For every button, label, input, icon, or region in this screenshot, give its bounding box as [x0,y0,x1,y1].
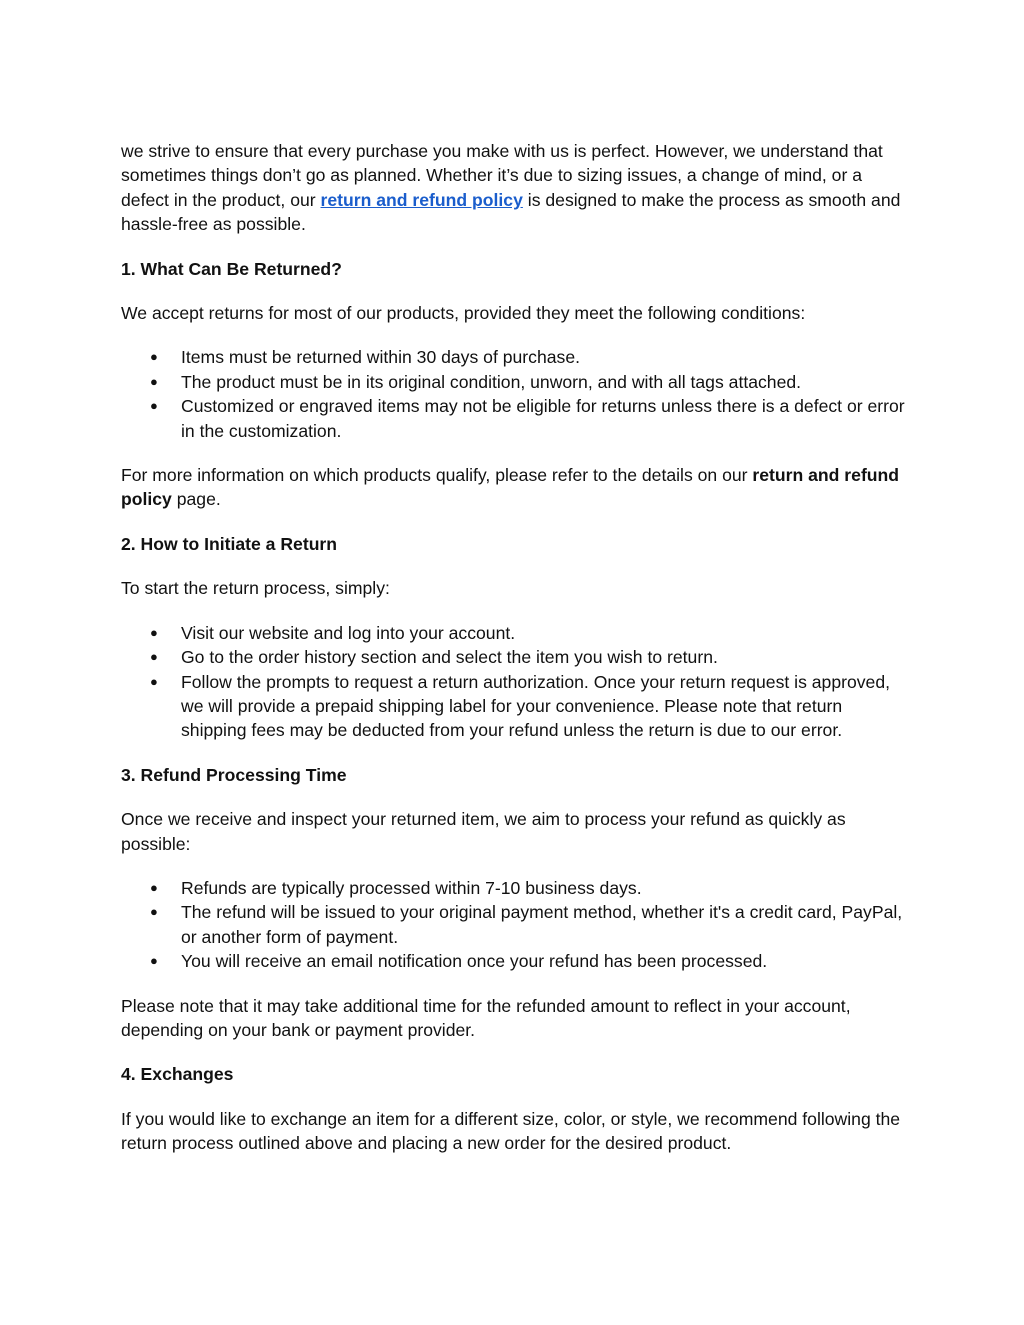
section-4-heading: 4. Exchanges [121,1064,234,1085]
list-item [121,900,906,949]
bullet-icon: ● [150,879,158,895]
section-1-outro-bold: return and refund policy [121,465,900,510]
list-item [121,345,906,369]
list-item [121,621,906,645]
section-1-heading: 1. What Can Be Returned? [121,258,342,279]
list-item-text: Visit our website and log into your account. [181,622,516,643]
section-3-lead: Once we receive and inspect your returned item, we aim to process your refund as quickly as possible: [121,809,846,854]
list-item [121,370,906,394]
section-2-heading: 2. How to Initiate a Return [121,533,338,554]
list-item-text: Follow the prompts to request a return authorization. Once your return request is approved, we will provide a prepaid shipping label for your convenience. Please note that return shipping fees may be deducted from your refund unless the return is due to our error. [181,671,891,741]
document-page [121,139,906,1176]
list-item [121,670,906,743]
intro-paragraph [121,139,906,237]
section-1-lead: We accept returns for most of our products, provided they meet the following conditions: [121,303,806,324]
bullet-icon: ● [150,624,158,640]
intro-text-after-link: is designed to make the process as smooth and hassle-free as possible. [121,189,901,235]
list-item-text: Customized or engraved items may not be eligible for returns unless there is a defect or error in the customization. [181,396,905,441]
list-item-text: Refunds are typically processed within 7-10 business days. [181,877,642,898]
section-3-outro: Please note that it may take additional time for the refunded amount to reflect in your account, depending on your bank or payment provider. [121,995,851,1040]
section-3-list [121,876,906,974]
bullet-icon: ● [150,953,158,969]
list-item-text: You will receive an email notification once your refund has been processed. [181,951,768,972]
section-2-lead: To start the return process, simply: [121,578,390,599]
bullet-icon: ● [150,904,158,920]
section-3-heading: 3. Refund Processing Time [121,764,347,785]
bullet-icon: ● [150,673,158,689]
bullet-icon: ● [150,349,158,365]
section-2-list [121,621,906,743]
list-item-text: The product must be in its original condition, unworn, and with all tags attached. [181,371,802,392]
section-1-outro-before: For more information on which products qualify, please refer to the details on our [121,465,753,486]
bullet-icon: ● [150,398,158,414]
section-1-outro [121,463,906,512]
list-item-text: The refund will be issued to your original payment method, whether it's a credit card, PayPal, or another form of payment. [181,902,903,947]
section-1-list [121,345,906,443]
intro-text-before-link: we strive to ensure that every purchase you make with us is perfect. However, we understand that sometimes things don’t go as planned. Whether it’s due to sizing issues, a change of mind, or a defect in the product, our [121,141,883,210]
list-item [121,876,906,900]
list-item [121,394,906,443]
list-item [121,949,906,973]
list-item [121,645,906,669]
section-1-outro-after: page. [171,489,221,510]
bullet-icon: ● [150,649,158,665]
list-item-text: Items must be returned within 30 days of purchase. [181,347,580,368]
return-refund-policy-link[interactable]: return and refund policy [320,189,523,210]
list-item-text: Go to the order history section and select the item you wish to return. [181,647,718,668]
section-4-body: If you would like to exchange an item for a different size, color, or style, we recommend following the return process outlined above and placing a new order for the desired product. [121,1108,901,1154]
bullet-icon: ● [150,373,158,389]
